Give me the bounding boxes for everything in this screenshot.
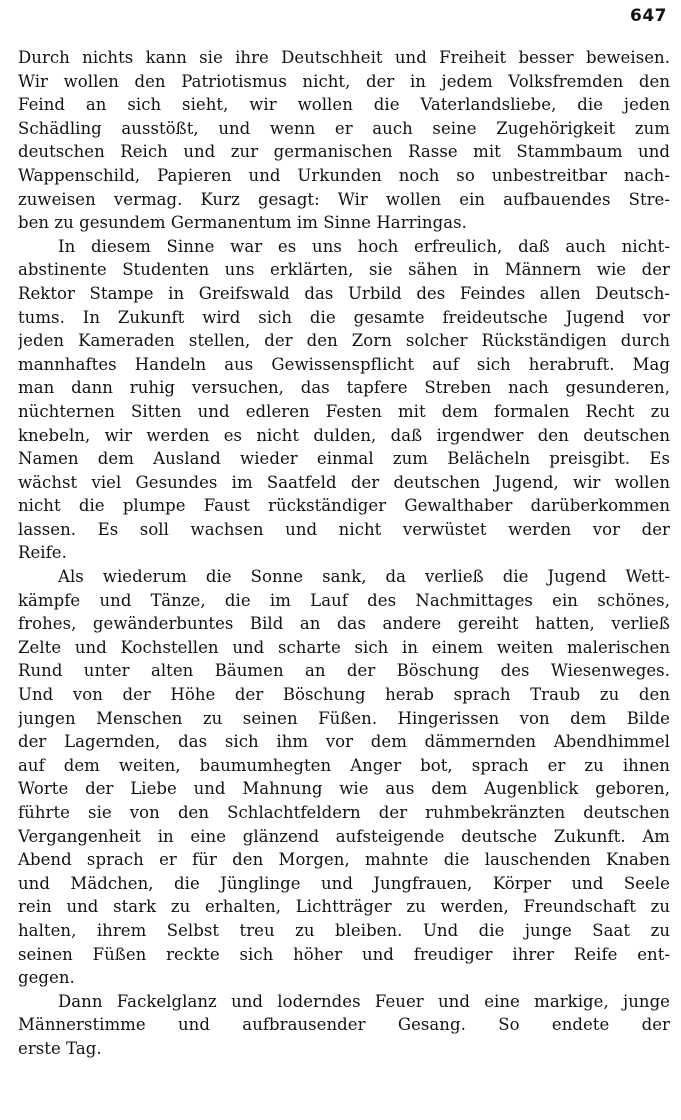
text-line: deutschen Reich und zur germanischen Rasse mit Stammbaum und <box>18 142 670 162</box>
text-line: zuweisen vermag. Kurz gesagt: Wir wollen ein aufbauendes Stre- <box>18 189 670 209</box>
text-line: mannhaftes Handeln aus Gewissenspflicht auf sich herabruft. Mag <box>18 354 670 374</box>
text-line: erste Tag. <box>18 1038 102 1058</box>
text-line: Und von der Höhe der Böschung herab sprach Traub zu den <box>18 685 670 705</box>
text-line: der Lagernden, das sich ihm vor dem dämmernden Abendhimmel <box>18 732 670 752</box>
text-line: auf dem weiten, baumumhegten Anger bot, sprach er zu ihnen <box>18 755 670 775</box>
text-line: In diesem Sinne war es uns hoch erfreulich, daß auch nicht- <box>58 236 670 256</box>
text-line: Vergangenheit in eine glänzend aufsteigende deutsche Zukunft. Am <box>18 826 670 846</box>
text-line: tums. In Zukunft wird sich die gesamte freideutsche Jugend vor <box>18 307 670 327</box>
text-line: ben zu gesundem Germanentum im Sinne Harringas. <box>18 213 467 233</box>
text-line: Als wiederum die Sonne sank, da verließ die Jugend Wett- <box>58 567 670 587</box>
text-line: Wappenschild, Papieren und Urkunden noch so unbestreitbar nach- <box>18 165 670 185</box>
text-line: frohes, gewänderbuntes Bild an das andere gereiht hatten, verließ <box>18 614 670 634</box>
text-line: abstinente Studenten uns erklärten, sie sähen in Männern wie der <box>18 260 670 280</box>
text-line: Abend sprach er für den Morgen, mahnte die lauschenden Knaben <box>18 850 670 870</box>
text-line: jungen Menschen zu seinen Füßen. Hingerissen von dem Bilde <box>18 708 670 728</box>
text-line: Worte der Liebe und Mahnung wie aus dem Augenblick geboren, <box>18 779 670 799</box>
text-line: kämpfe und Tänze, die im Lauf des Nachmittages ein schönes, <box>18 590 670 610</box>
text-line: jeden Kameraden stellen, der den Zorn solcher Rückständigen durch <box>18 331 670 351</box>
text-line: gegen. <box>18 968 75 988</box>
text-line: Reife. <box>18 543 67 563</box>
text-line: Durch nichts kann sie ihre Deutschheit und Freiheit besser beweisen. <box>18 48 670 67</box>
body-text <box>18 46 670 1061</box>
text-line: nüchternen Sitten und edleren Festen mit dem formalen Recht zu <box>18 401 670 421</box>
text-line: rein und stark zu erhalten, Lichtträger zu werden, Freundschaft zu <box>18 897 670 917</box>
text-line: Rektor Stampe in Greifswald das Urbild des Feindes allen Deutsch- <box>18 283 670 303</box>
text-line: Schädling ausstößt, und wenn er auch seine Zugehörigkeit zum <box>18 118 670 138</box>
text-line: knebeln, wir werden es nicht dulden, daß irgendwer den deutschen <box>18 425 670 445</box>
text-line: Feind an sich sieht, wir wollen die Vaterlandsliebe, die jeden <box>18 95 670 115</box>
text-line: Rund unter alten Bäumen an der Böschung des Wiesenweges. <box>18 661 670 681</box>
text-line: Namen dem Ausland wieder einmal zum Belächeln preisgibt. Es <box>18 449 670 469</box>
text-line: nicht die plumpe Faust rückständiger Gewalthaber darüberkommen <box>18 496 670 516</box>
text-line: wächst viel Gesundes im Saatfeld der deutschen Jugend, wir wollen <box>18 472 670 492</box>
text-line: Wir wollen den Patriotismus nicht, der in jedem Volksfremden den <box>18 71 670 91</box>
text-line: Männerstimme und aufbrausender Gesang. So endete der <box>18 1015 670 1035</box>
text-line: halten, ihrem Selbst treu zu bleiben. Und die junge Saat zu <box>18 920 670 940</box>
text-line: man dann ruhig versuchen, das tapfere Streben nach gesunderen, <box>18 378 670 398</box>
text-line: seinen Füßen reckte sich höher und freudiger ihrer Reife ent- <box>18 944 670 964</box>
text-line: führte sie von den Schlachtfeldern der ruhmbekränzten deutschen <box>18 803 670 822</box>
text-line: und Mädchen, die Jünglinge und Jungfrauen, Körper und Seele <box>18 873 670 893</box>
page-number: 647 <box>630 6 667 26</box>
text-line: Zelte und Kochstellen und scharte sich in einem weiten malerischen <box>18 637 670 657</box>
text-line: Dann Fackelglanz und loderndes Feuer und eine markige, junge <box>58 991 670 1011</box>
text-line: lassen. Es soll wachsen und nicht verwüstet werden vor der <box>18 519 670 539</box>
